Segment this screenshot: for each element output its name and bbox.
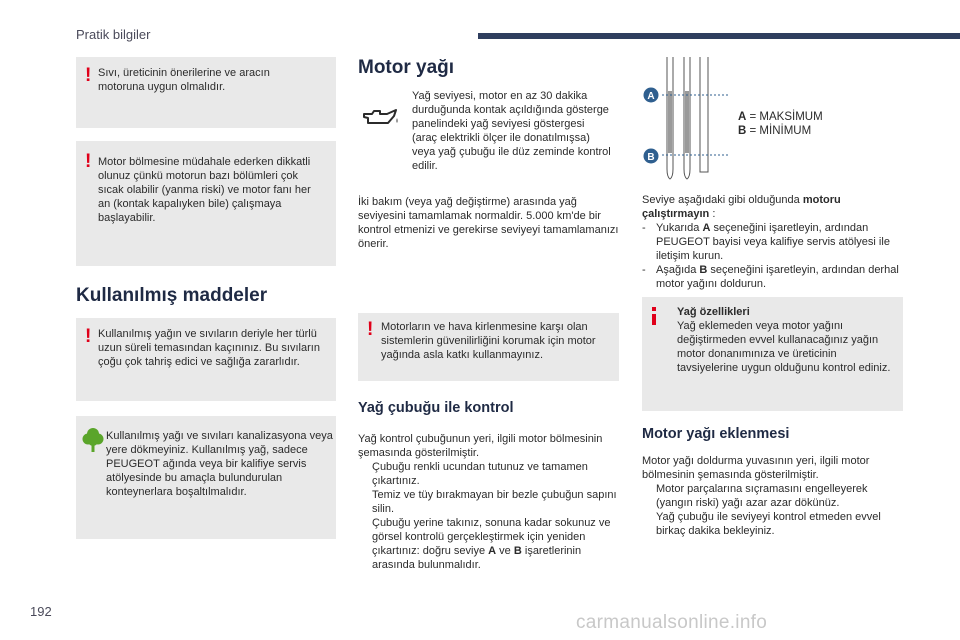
list-item: Temiz ve tüy bırakmayan bir bezle çubuğun sapını silin. [372, 489, 617, 515]
warning-box-additives [358, 313, 619, 381]
warning-box-engine [76, 141, 336, 266]
info-text: Yağ eklemeden veya motor yağını değiştirmeden evvel kullanacağınız yağın motor donanımınıza ve üreticinin tavsiyelerine uygun olduğunu kontrol ediniz. [677, 320, 891, 374]
list-item: Çubuğu renkli ucundan tutunuz ve tamamen çıkartınız. [372, 461, 588, 487]
header-bar [478, 33, 960, 39]
level-rules [642, 193, 904, 291]
oil-adding-intro: Motor yağı doldurma yuvasının yeri, ilgili motor bölmesinin şemasında gösterilmiştir. [642, 455, 870, 481]
oil-adding-instructions [642, 454, 904, 538]
dipstick-illustration [640, 57, 740, 182]
heading-engine-oil: Motor yağı [358, 57, 455, 78]
level-intro: Seviye aşağıdaki gibi olduğunda motoru çalıştırmayın : [642, 194, 841, 220]
marker-a: A [647, 91, 655, 102]
dipstick-instructions [358, 432, 620, 572]
warning-text: Kullanılmış yağın ve sıvıların deriyle her türlü uzun süreli temasından kaçınınız. Bu sıvıların çoğu çok tahriş edici ve sağlığa zararlıdır. [98, 328, 320, 368]
warning-icon [367, 320, 373, 339]
warning-icon [85, 327, 91, 346]
oil-topup-paragraph: İki bakım (veya yağ değiştirme) arasında yağ seviyesini tamamlamak normaldir. 5.000 km'de bir kontrol etmenizi ve gerekirse seviyeyi tamamlamanızı önerir. [358, 196, 619, 250]
eco-box [76, 416, 336, 539]
page-number: 192 [30, 604, 52, 619]
legend-min: B = MİNİMUM [738, 125, 812, 137]
watermark: carmanualsonline.info [576, 612, 768, 633]
dipstick-legend [738, 110, 858, 138]
info-title: Yağ özellikleri [677, 306, 750, 318]
info-box-oil-spec [642, 297, 903, 411]
eco-text: Kullanılmış yağı ve sıvıları kanalizasyona veya yere dökmeyiniz. Kullanılmış yağ, sadece PEUGEOT ağında veya bir kalifiye servis atölyesinde bu amaçla bulundurulan konteynerlara boşaltılmalıdır. [106, 430, 333, 498]
dipstick-intro: Yağ kontrol çubuğunun yeri, ilgili motor bölmesinin şemasında gösterilmiştir. [358, 433, 603, 459]
oil-can-icon [360, 104, 402, 130]
list-item: Yağ çubuğu ile seviyeyi kontrol etmeden evvel birkaç dakika bekleyiniz. [656, 511, 881, 537]
section-title: Pratik bilgiler [76, 27, 151, 42]
warning-box-used-oil [76, 318, 336, 401]
heading-oil-adding: Motor yağı eklenmesi [642, 426, 790, 442]
list-item: Çubuğu yerine takınız, sonuna kadar sokunuz ve görsel kontrolü gerçekleştirmek için yeniden çıkartınız: doğru seviye A ve B işaretlerinin arasında bulunmalıdır. [372, 517, 611, 571]
list-item: - Yukarıda A seçeneğini işaretleyin, ardından PEUGEOT bayisi veya kalifiye servis atölyesi ile iletişim kurun. [642, 222, 890, 262]
eco-tree-icon [82, 426, 104, 452]
legend-max: A = MAKSİMUM [738, 111, 823, 123]
warning-box-fluid [76, 57, 336, 128]
warning-text: Motorların ve hava kirlenmesine karşı olan sistemlerin güvenilirliğini korumak için motor yağında asla katkı kullanmayınız. [381, 321, 596, 361]
list-item: - Aşağıda B seçeneğini işaretleyin, ardından derhal motor yağını doldurun. [642, 264, 899, 290]
warning-icon [85, 66, 91, 85]
warning-icon [85, 152, 91, 171]
warning-text: Sıvı, üreticinin önerilerine ve aracın motoruna uygun olmalıdır. [98, 67, 270, 93]
marker-b: B [647, 152, 655, 163]
oil-level-text: Yağ seviyesi, motor en az 30 dakika durduğunda kontak açıldığında gösterge panelindeki yağ seviyesi göstergesi (araç elektrikli ölçer ile donatılmışsa) veya yağ çubuğu ile düz zeminde kontrol edilir. [412, 90, 611, 172]
warning-text: Motor bölmesine müdahale ederken dikkatli olunuz çünkü motorun bazı bölümleri çok sıcak olabilir (yanma riski) ve motor fanı her an (kontak kapalıyken bile) çalışmaya başlayabilir. [98, 156, 311, 224]
list-item: Motor parçalarına sıçramasını engelleyerek (yangın riski) yağı azar azar dökünüz. [656, 483, 868, 509]
heading-used-substances: Kullanılmış maddeler [76, 285, 268, 306]
heading-dipstick-check: Yağ çubuğu ile kontrol [358, 400, 514, 416]
info-icon [652, 314, 656, 325]
